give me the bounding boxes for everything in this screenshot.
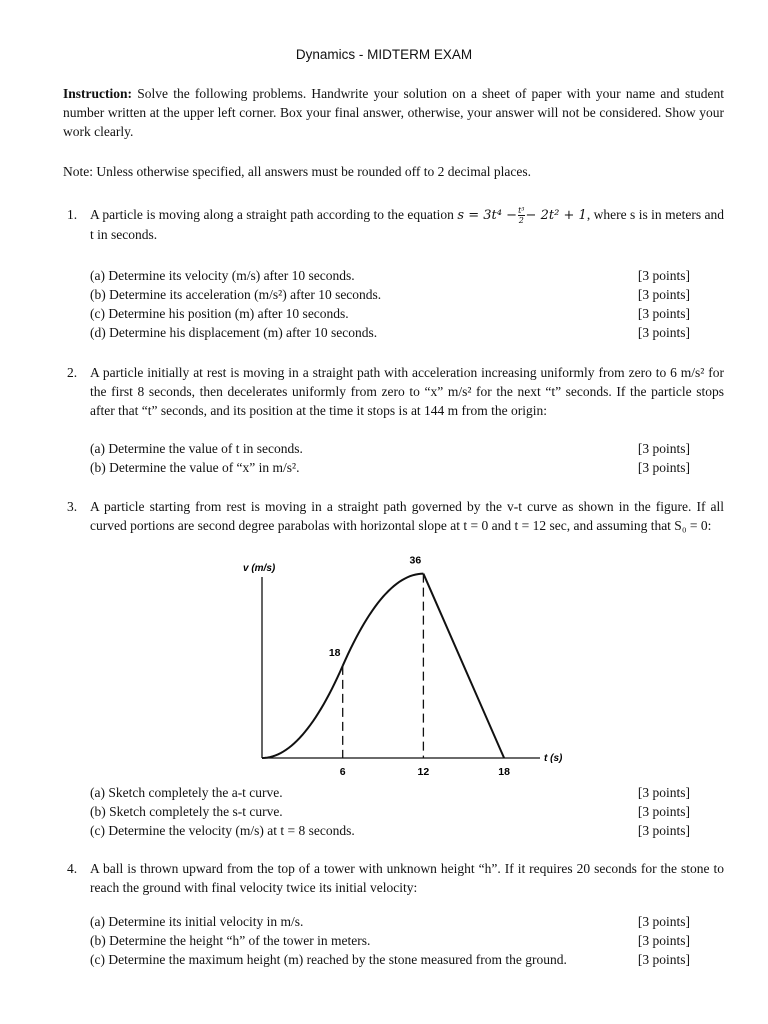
points-label: [3 points] — [637, 933, 690, 948]
sub-question — [90, 912, 690, 931]
points-label: [3 points] — [637, 952, 690, 967]
x-tick-label: 18 — [498, 766, 510, 778]
question-text: A particle starting from rest is moving in a straight path governed by the v-t curve as shown in the figure. If all curved portions are second degree parabolas with horizontal slope at t = 0 and t = 12 sec, and assuming that S₀ = 0: — [90, 499, 724, 533]
question-2 — [63, 363, 724, 420]
question-3 — [63, 497, 724, 535]
points-label: [3 points] — [637, 287, 690, 302]
question-number: 3. — [67, 499, 78, 514]
points-label: [3 points] — [637, 306, 690, 321]
sub-question-text: (a) Determine its initial velocity in m/s. — [90, 914, 304, 929]
sub-question-text: (a) Determine its velocity (m/s) after 10 seconds. — [90, 268, 355, 283]
equation-part: − 2t² + 1 — [525, 208, 587, 223]
curve-segment-0-6 — [262, 666, 343, 758]
points-label: [3 points] — [637, 268, 690, 283]
question-4-parts — [90, 912, 690, 969]
question-text — [90, 205, 724, 244]
data-point-label: 36 — [409, 555, 422, 567]
question-4 — [63, 859, 724, 897]
x-axis-label: t (s) — [544, 753, 563, 764]
points-label: [3 points] — [637, 785, 690, 800]
page-title: Dynamics - MIDTERM EXAM — [295, 47, 473, 62]
equation-fraction — [518, 206, 524, 225]
question-number: 2. — [67, 365, 78, 380]
sub-question — [90, 821, 690, 840]
points-label: [3 points] — [637, 914, 690, 929]
sub-question-text: (c) Determine the velocity (m/s) at t = 8 seconds. — [90, 823, 355, 838]
question-text-part: , where s is in meters and t in seconds. — [90, 207, 725, 242]
instruction-label: Instruction: — [63, 86, 133, 101]
sub-question-text: (b) Determine its acceleration (m/s²) after 10 seconds. — [90, 287, 382, 302]
sub-question-text: (b) Determine the height “h” of the tower in meters. — [90, 933, 371, 948]
points-label: [3 points] — [637, 325, 690, 340]
points-label: [3 points] — [637, 441, 690, 456]
y-axis-label: v (m/s) — [243, 563, 276, 574]
sub-question — [90, 285, 690, 304]
sub-question-text: (a) Sketch completely the a-t curve. — [90, 785, 283, 800]
line-segment-12-18 — [423, 574, 504, 758]
points-label: [3 points] — [637, 823, 690, 838]
sub-question — [90, 458, 690, 477]
equation-part: s = 3t⁴ − — [457, 208, 518, 223]
x-tick-label: 6 — [339, 766, 346, 778]
sub-question-text: (a) Determine the value of t in seconds. — [90, 441, 303, 456]
question-1 — [63, 205, 724, 244]
sub-question — [90, 304, 690, 323]
instruction — [63, 84, 724, 141]
equation — [457, 208, 586, 223]
points-label: [3 points] — [637, 460, 690, 475]
data-point-label: 18 — [328, 646, 341, 659]
vt-chart — [235, 555, 565, 785]
sub-question — [90, 802, 690, 821]
question-2-parts — [90, 439, 690, 477]
question-1-parts — [90, 266, 690, 342]
question-text: A particle initially at rest is moving in a straight path with acceleration increasing uniformly from zero to 6 m/s² for the first 8 seconds, then decelerates uniformly from zero to “x” m/s² for the next “t” seconds. If the particle stops after that “t” seconds, and its position at the time it stops is at 144 m from the origin: — [90, 365, 724, 418]
instruction-text: Solve the following problems. Handwrite your solution on a sheet of paper with your name and student number written at the upper left corner. Box your final answer, otherwise, your answer will not be considered. Show your work clearly. — [63, 86, 725, 139]
fraction-numerator: t³ — [518, 206, 525, 215]
sub-question-text: (c) Determine the maximum height (m) reached by the stone measured from the ground. — [90, 952, 567, 967]
sub-question — [90, 439, 690, 458]
x-tick-label: 12 — [417, 766, 430, 778]
sub-question-text: (d) Determine his displacement (m) after 10 seconds. — [90, 325, 378, 340]
question-text: A ball is thrown upward from the top of a tower with unknown height “h”. If it requires 20 seconds for the stone to reach the ground with final velocity twice its initial velocity: — [90, 861, 724, 895]
note: Note: Unless otherwise specified, all answers must be rounded off to 2 decimal places. — [63, 164, 531, 179]
curve-segment-6-12 — [343, 574, 424, 666]
question-3-parts — [90, 783, 690, 840]
question-text-part: A particle is moving along a straight path according to the equation — [90, 207, 454, 222]
sub-question — [90, 266, 690, 285]
sub-question-text: (c) Determine his position (m) after 10 seconds. — [90, 306, 349, 321]
sub-question-text: (b) Determine the value of “x” in m/s². — [90, 460, 300, 475]
sub-question — [90, 783, 690, 802]
question-number: 1. — [67, 207, 78, 222]
sub-question — [90, 950, 690, 969]
sub-question — [90, 323, 690, 342]
points-label: [3 points] — [637, 804, 690, 819]
question-number: 4. — [67, 861, 78, 876]
sub-question — [90, 931, 690, 950]
fraction-denominator: 2 — [518, 216, 524, 225]
sub-question-text: (b) Sketch completely the s-t curve. — [90, 804, 283, 819]
